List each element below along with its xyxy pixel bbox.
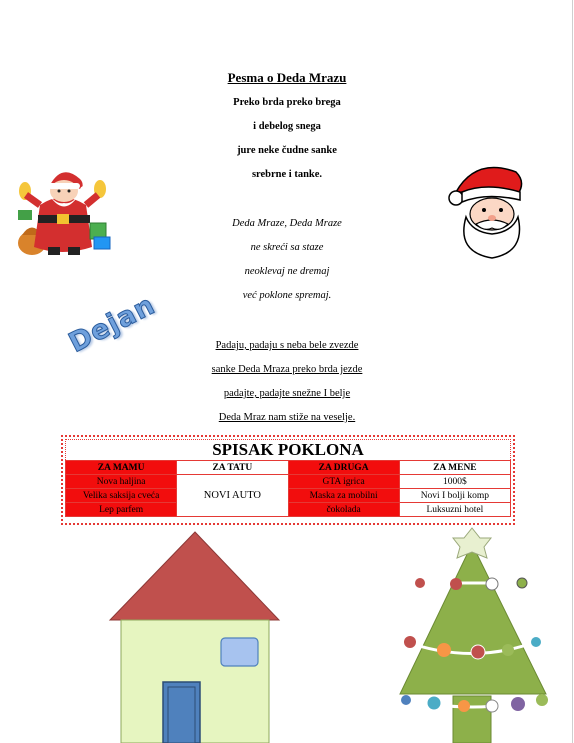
poem-line: neoklevaj ne dremaj [244, 266, 330, 277]
cell-mama: Lep parfem [66, 503, 177, 517]
cell-mama: Velika saksija cveća [66, 489, 177, 503]
house-shape [105, 530, 285, 743]
poem-line: jure neke čudne sanke [237, 145, 337, 156]
cell-mama: Nova haljina [66, 475, 177, 489]
poem-line: već poklone spremaj. [242, 290, 332, 301]
christmas-tree-shape [396, 526, 556, 743]
cell-mene: Novi I bolji komp [399, 489, 510, 503]
cell-tata: NOVI AUTO [177, 475, 288, 517]
poem-line: Preko brda preko brega [233, 97, 341, 108]
gift-list-table [61, 435, 515, 525]
dejan-wordart: Dejan [63, 289, 161, 359]
header-mene: ZA MENE [399, 461, 510, 475]
santa-clipart-icon [12, 165, 114, 260]
cell-mene: 1000$ [399, 475, 510, 489]
header-tata: ZA TATU [177, 461, 288, 475]
poem-line: srebrne i tanke. [251, 169, 323, 180]
header-mama: ZA MAMU [66, 461, 177, 475]
cell-drug: GTA igrica [288, 475, 399, 489]
cell-drug: čokolada [288, 503, 399, 517]
poem-line: Deda Mraze, Deda Mraze [232, 218, 342, 229]
cell-mene: Luksuzni hotel [399, 503, 510, 517]
cell-drug: Maska za mobilni [288, 489, 399, 503]
poem-line: Deda Mraz nam stiže na veselje. [218, 412, 356, 423]
poem-line: Padaju, padaju s neba bele zvezde [215, 340, 359, 351]
poem-line: sanke Deda Mraza preko brda jezde [211, 364, 363, 375]
header-drug: ZA DRUGA [288, 461, 399, 475]
poem-line: padajte, padajte snežne I belje [223, 388, 351, 399]
santa-head-icon [446, 162, 528, 260]
gift-list-caption: SPISAK POKLONA [66, 440, 511, 461]
poem-line: ne skreći sa staze [250, 242, 324, 253]
poem-line: i debelog snega [253, 121, 321, 132]
poem-title: Pesma o Deda Mrazu [227, 70, 347, 85]
